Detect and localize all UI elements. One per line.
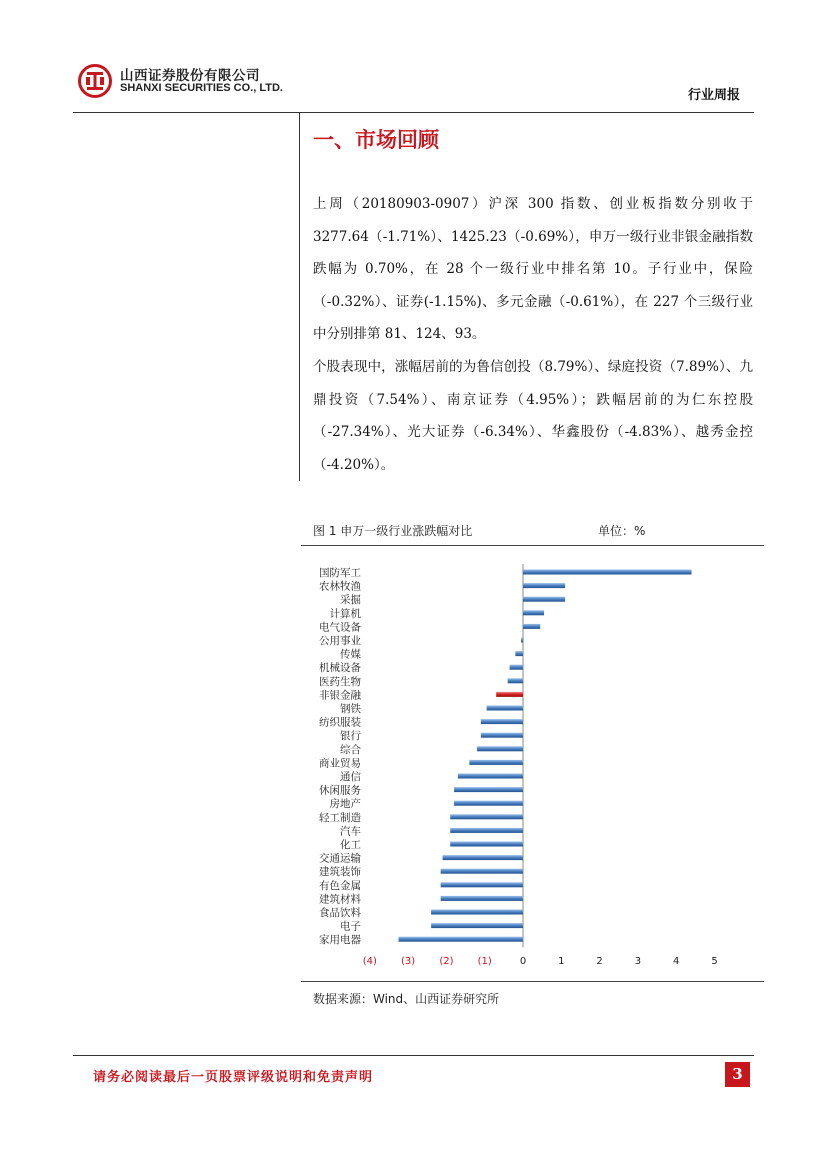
category-label: 非银金融	[319, 689, 361, 702]
category-label: 食品饮料	[319, 907, 361, 919]
category-label: 传媒	[340, 648, 361, 661]
bar-有色金属	[441, 882, 523, 887]
x-tick-label: 0	[519, 956, 527, 967]
industry-change-chart	[301, 545, 764, 982]
figure-caption: 图 1 申万一级行业涨跌幅对比	[313, 524, 473, 538]
bar-建筑材料	[441, 896, 523, 901]
bar-家用电器	[399, 937, 523, 942]
bar-公用事业	[521, 638, 523, 643]
category-label: 电子	[340, 920, 361, 933]
x-tick-label: 3	[634, 956, 642, 967]
bar-非银金融	[496, 692, 523, 697]
footer-divider	[73, 1055, 754, 1056]
bar-建筑装饰	[441, 869, 523, 874]
bar-食品饮料	[431, 910, 523, 915]
category-label: 银行	[340, 730, 361, 743]
bar-商业贸易	[469, 760, 523, 765]
category-label: 家用电器	[319, 934, 361, 947]
x-tick-label: 1	[558, 956, 565, 967]
category-label: 商业贸易	[319, 757, 361, 770]
bar-计算机	[523, 610, 544, 615]
bar-通信	[458, 774, 523, 779]
bar-银行	[481, 733, 523, 738]
category-label: 轻工制造	[319, 811, 361, 824]
disclaimer-text: 请务必阅读最后一页股票评级说明和免责声明	[93, 1070, 374, 1085]
category-label: 有色金属	[319, 879, 361, 892]
category-label: 采掘	[340, 594, 361, 607]
bar-纺织服装	[481, 719, 523, 724]
section-title: 一、市场回顾	[313, 128, 439, 152]
category-label: 计算机	[329, 607, 361, 620]
bar-国防军工	[523, 570, 692, 575]
category-label: 化工	[340, 839, 361, 851]
x-tick-label: 5	[711, 956, 718, 967]
bar-轻工制造	[450, 814, 523, 819]
bar-传媒	[515, 651, 523, 656]
page-number: 3	[725, 1062, 750, 1087]
category-label: 农林牧渔	[319, 580, 361, 593]
company-logo-icon	[78, 64, 112, 98]
bar-农林牧渔	[523, 583, 565, 588]
bar-采掘	[523, 597, 565, 602]
company-name-cn: 山西证券股份有限公司	[120, 68, 260, 84]
header-divider	[73, 112, 754, 113]
bar-综合	[477, 746, 523, 751]
bar-医药生物	[508, 678, 523, 683]
category-label: 机械设备	[319, 662, 361, 675]
bar-电气设备	[523, 624, 540, 629]
chart-category-labels	[319, 567, 361, 946]
category-label: 通信	[340, 771, 361, 783]
x-tick-label: (4)	[362, 956, 377, 967]
x-tick-label: (1)	[477, 956, 492, 967]
bar-钢铁	[487, 706, 523, 711]
category-label: 医药生物	[319, 675, 361, 688]
category-label: 国防军工	[319, 567, 361, 579]
x-tick-label: (3)	[401, 956, 416, 967]
bar-交通运输	[443, 855, 523, 860]
x-tick-label: 2	[596, 956, 603, 967]
report-type: 行业周报	[688, 88, 741, 103]
category-label: 交通运输	[319, 852, 361, 865]
category-label: 公用事业	[319, 635, 361, 647]
company-name-en: SHANXI SECURITIES CO., LTD.	[120, 82, 283, 94]
category-label: 汽车	[340, 825, 361, 838]
bar-机械设备	[510, 665, 523, 670]
category-label: 休闲服务	[319, 784, 361, 797]
figure-unit: 单位：%	[598, 524, 646, 538]
category-label: 钢铁	[340, 703, 361, 715]
category-label: 建筑装饰	[319, 866, 361, 879]
stock-performance-paragraph: 个股表现中，涨幅居前的为鲁信创投（8.79%）、绿庭投资（7.89%）、九鼎投资（7.54%）、南京证券（4.95%）；跌幅居前的为仁东控股（-27.34%）、光大证券（-6.34%）、华鑫股份（-4.83%）、越秀金控（-4.20%）。	[313, 359, 753, 473]
figure-source: 数据来源：Wind、山西证券研究所	[313, 992, 500, 1006]
chart-axis-ticks	[363, 956, 718, 967]
category-label: 房地产	[329, 798, 361, 811]
category-label: 建筑材料	[319, 893, 361, 906]
market-review-paragraph: 上周（20180903-0907）沪深 300 指数、创业板指数分别收于 3277.64（-1.71%）、1425.23（-0.69%），申万一级行业非银金融指数跌幅为 0.70%，在 28 个一级行业中排名第 10。子行业中，保险（-0.32%）、证券(-1.15%)、多元金融（-0.61%），在 227 个三级行业中分别排第 81、124、93。	[313, 196, 753, 342]
bar-房地产	[454, 801, 523, 806]
bar-休闲服务	[454, 787, 523, 792]
bar-化工	[450, 842, 523, 847]
bar-汽车	[450, 828, 523, 833]
bar-电子	[431, 923, 523, 928]
category-label: 电气设备	[319, 621, 361, 634]
x-tick-label: 4	[673, 956, 680, 967]
category-label: 综合	[340, 743, 361, 756]
sidebar-divider	[299, 112, 300, 481]
category-label: 纺织服装	[319, 716, 361, 729]
x-tick-label: (2)	[439, 956, 454, 967]
chart-bars	[399, 564, 692, 947]
